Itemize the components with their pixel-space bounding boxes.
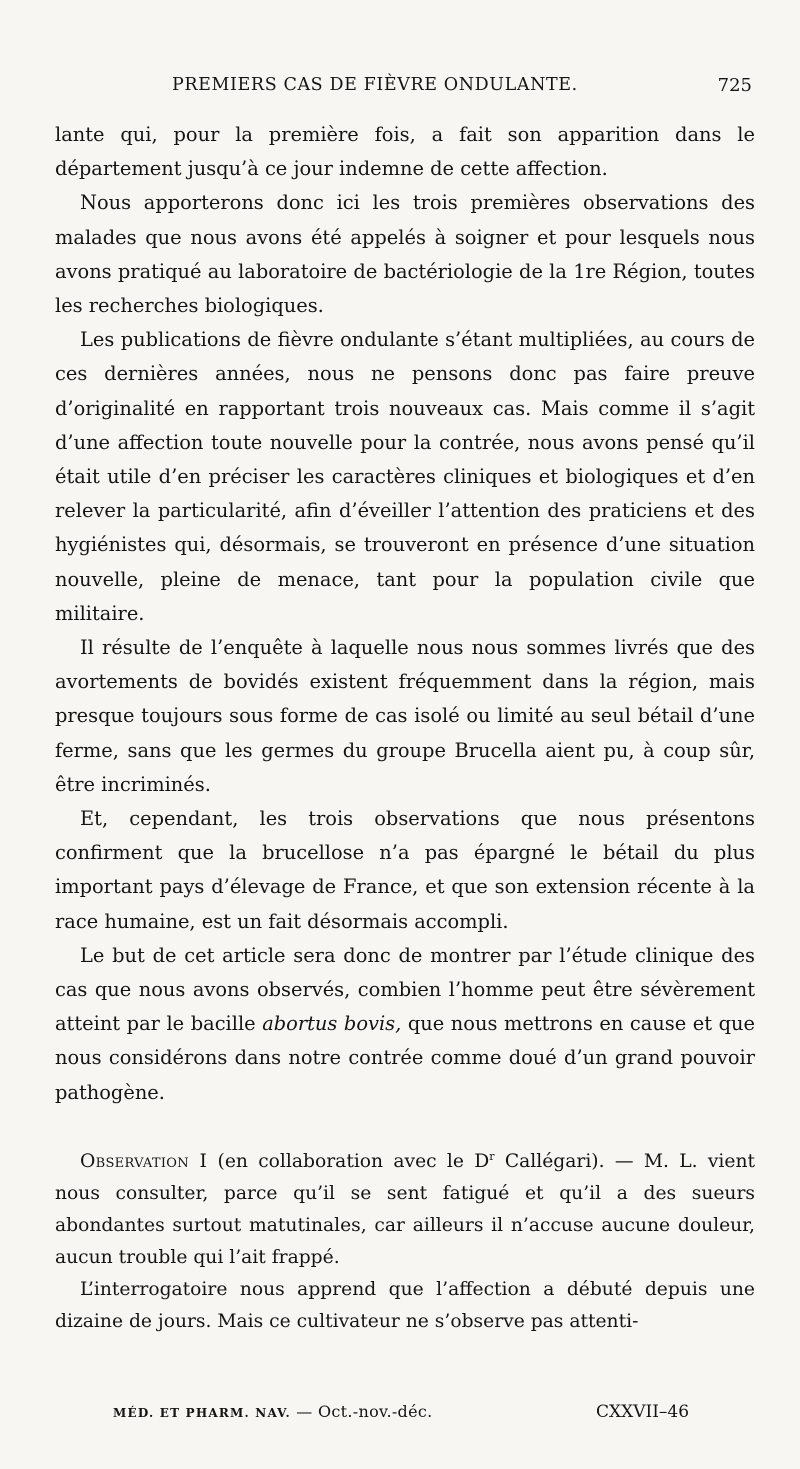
observation-paragraph-2: L’interrogatoire nous apprend que l’affection a débuté depuis une dizaine de jours. Mais ce cultivateur ne s’observe pas attenti- [55,1278,755,1332]
issue-date: Oct.-nov.-déc. [317,1402,433,1421]
observation-heading: Observation I [80,1150,208,1172]
footer-dash: — [290,1402,318,1421]
paragraph-5: Et, cependant, les trois observations que nous présentons confirment que la brucellose n’a pas épargné le bétail du plus important pays d’élevage de France, et que son extension récente à la race humaine, est un fait désormais accompli. [55,807,755,933]
observation-paragraph-1 [55,1146,755,1274]
journal-reference [113,1402,433,1421]
body-text [55,118,755,1338]
paragraph-6-text: Le but de cet article sera donc de montrer par l’étude clinique des cas que nous avons observés, combien l’homme peut être sévèrement atteint par le bacille [55,943,755,1036]
paragraph-6 [55,939,755,1110]
observation-section [55,1146,755,1338]
paragraph-2: Nous apporterons donc ici les trois premières observations des malades que nous avons été appelés à soigner et pour lesquels nous avons pratiqué au laboratoire de bactériologie de la 1re Région, toutes les recherches biologiques. [55,191,755,318]
observation-collab: (en collaboration avec le D [207,1150,490,1172]
observation-text: Callégari). — M. L. vient nous consulter, parce qu’il se sent fatigué et qu’il a des sueurs abondantes surtout matutinales, car ailleurs il n’accuse aucune douleur, aucun trouble qui l’ait frappé. [55,1150,756,1268]
signature-mark: CXXVII–46 [596,1402,690,1422]
paragraph-3: Les publications de fièvre ondulante s’étant multipliées, au cours de ces dernières années, nous ne pensons donc pas faire preuve d’originalité en rapportant trois nouveaux cas. Mais comme il s’agit d’une affection toute nouvelle pour la contrée, nous avons pensé qu’il était utile d’en préciser les caractères cliniques et biologiques et d’en relever la particularité, afin d’éveiller l’attention des praticiens et des hygiénistes qui, désormais, se trouveront en présence d’une situation nouvelle, pleine de menace, tant pour la population civile que militaire. [55,328,755,625]
paragraph-6-text-end: que nous mettrons en cause et que nous considérons dans notre contrée comme doué d’un grand pouvoir pathogène. [55,1012,755,1104]
journal-name: MÉD. ET PHARM. NAV. [113,1406,291,1420]
paragraph-1: lante qui, pour la première fois, a fait son apparition dans le département jusqu’à ce jour indemne de cette affection. [55,123,755,181]
running-title: PREMIERS CAS DE FIÈVRE ONDULANTE. [172,75,578,95]
page-header [0,75,800,105]
paragraph-4: Il résulte de l’enquête à laquelle nous nous sommes livrés que des avortements de bovidés existent fréquemment dans la région, mais presque toujours sous forme de cas isolé ou limité au seul bétail d’une ferme, sans que les germes du groupe Brucella aient pu, à coup sûr, être incriminés. [55,636,755,796]
italic-term: abortus bovis, [262,1012,402,1036]
page-number: 725 [717,75,752,96]
doctor-abbrev-sup: r [489,1149,495,1163]
